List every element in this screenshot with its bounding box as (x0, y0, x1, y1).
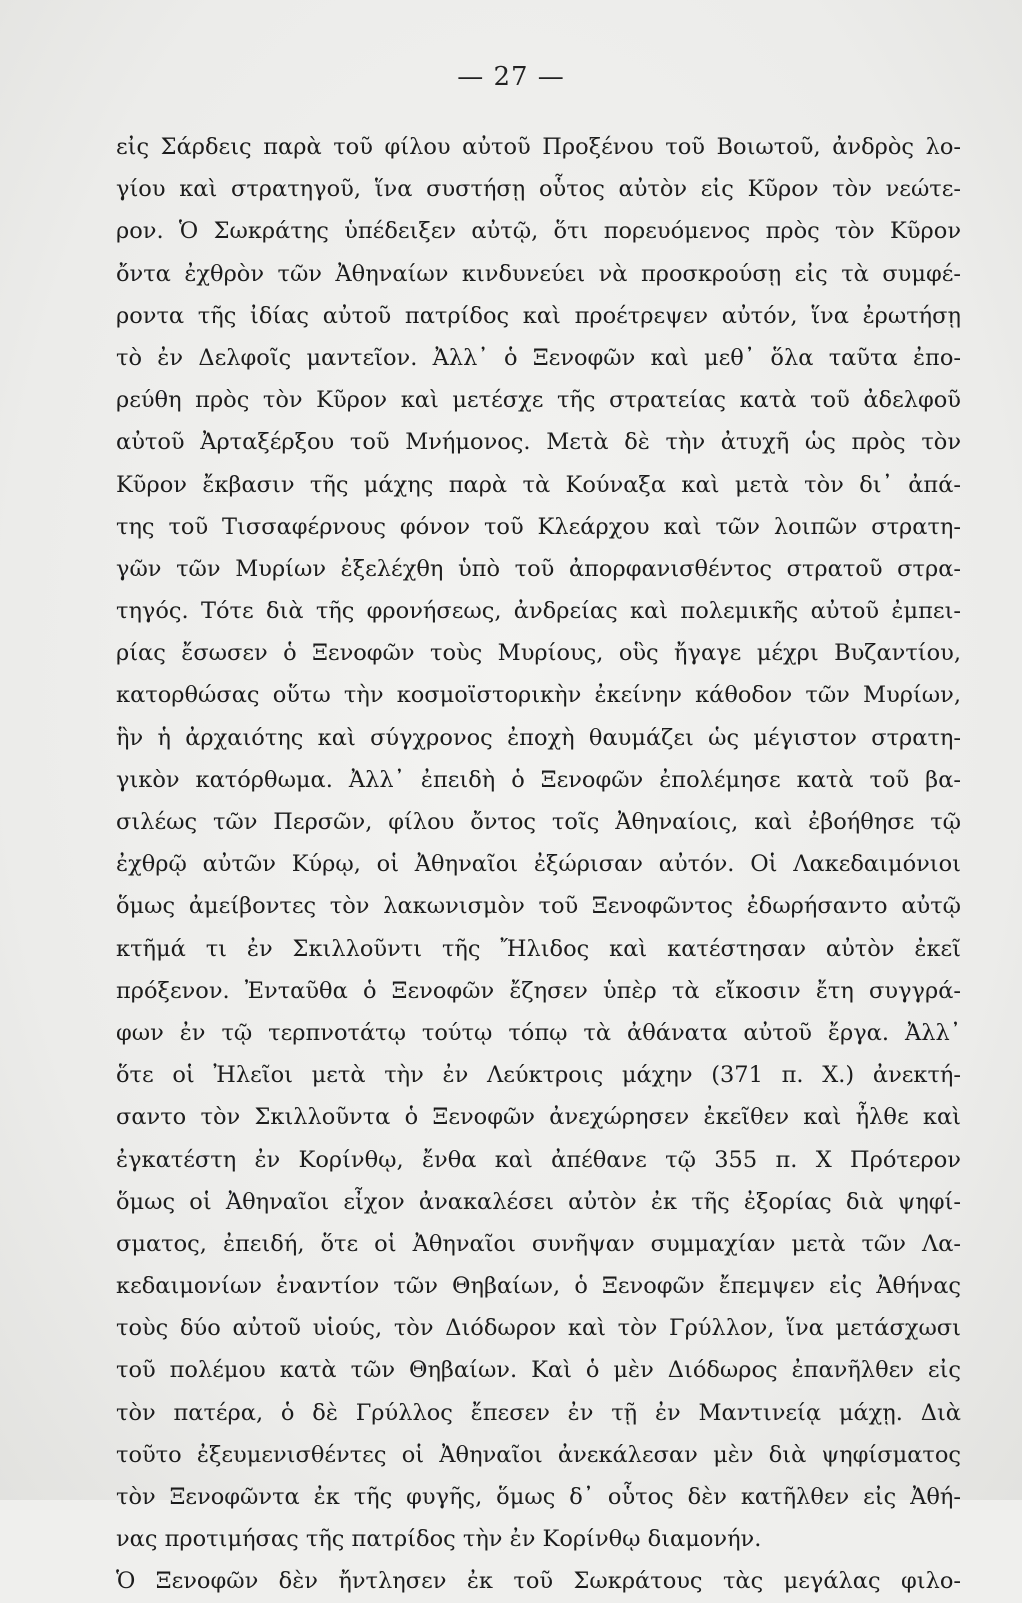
text-line: τοῦτο ἐξευμενισθέντες οἱ Ἀθηναῖοι ἀνεκάλεσαν μὲν διὰ ψηφίσματος (116, 1441, 961, 1468)
text-line: τοὺς δύο αὐτοῦ υἱούς, τὸν Διόδωρον καὶ τὸν Γρύλλον, ἵνα μετάσχωσι (116, 1315, 961, 1342)
page-number: — 27 — (457, 62, 565, 92)
text-line: τηγός. Τότε διὰ τῆς φρονήσεως, ἀνδρείας καὶ πολεμικῆς αὐτοῦ ἐμπει- (116, 598, 961, 625)
text-line: κτῆμά τι ἐν Σκιλλοῦντι τῆς Ἤλιδος καὶ κατέστησαν αὐτὸν ἐκεῖ (116, 935, 961, 962)
text-line: γῶν τῶν Μυρίων ἐξελέχθη ὑπὸ τοῦ ἀπορφανισθέντος στρατοῦ στρα- (116, 555, 961, 582)
text-line: αὐτοῦ Ἀρταξέρξου τοῦ Μνήμονος. Μετὰ δὲ τὴν ἀτυχῆ ὡς πρὸς τὸν (116, 429, 961, 456)
text-line: σματος, ἐπειδή, ὅτε οἱ Ἀθηναῖοι συνῆψαν συμμαχίαν μετὰ τῶν Λα- (116, 1230, 961, 1257)
text-line: ἐγκατέστη ἐν Κορίνθῳ, ἔνθα καὶ ἀπέθανε τῷ 355 π. Χ Πρότερον (116, 1146, 961, 1173)
text-line: κατορθώσας οὕτω τὴν κοσμοϊστορικὴν ἐκείνην κάθοδον τῶν Μυρίων, (116, 682, 961, 709)
text-line: ὅμως οἱ Ἀθηναῖοι εἶχον ἀνακαλέσει αὐτὸν ἐκ τῆς ἐξορίας διὰ ψηφί- (116, 1188, 961, 1215)
text-line: γικὸν κατόρθωμα. Ἀλλ᾽ ἐπειδὴ ὁ Ξενοφῶν ἐπολέμησε κατὰ τοῦ βα- (116, 766, 961, 793)
text-line: τὸ ἐν Δελφοῖς μαντεῖον. Ἀλλ᾽ ὁ Ξενοφῶν καὶ μεθ᾽ ὅλα ταῦτα ἐπο- (116, 344, 961, 371)
text-line: ἣν ἡ ἀρχαιότης καὶ σύγχρονος ἐποχὴ θαυμάζει ὡς μέγιστον στρατη- (116, 724, 961, 751)
text-line: Κῦρον ἔκβασιν τῆς μάχης παρὰ τὰ Κούναξα καὶ μετὰ τὸν δι᾽ ἀπά- (116, 471, 961, 498)
text-line: νας προτιμήσας τῆς πατρίδος τὴν ἐν Κορίνθῳ διαμονήν. (116, 1526, 762, 1553)
text-line: τοῦ πολέμου κατὰ τῶν Θηβαίων. Καὶ ὁ μὲν Διόδωρος ἐπανῆλθεν εἰς (116, 1357, 961, 1384)
text-line: ροντα τῆς ἰδίας αὐτοῦ πατρίδος καὶ προέτρεψεν αὐτόν, ἵνα ἐρωτήσῃ (116, 302, 961, 329)
text-line: γίου καὶ στρατηγοῦ, ἵνα συστήσῃ οὗτος αὐτὸν εἰς Κῦρον τὸν νεώτε- (116, 176, 961, 203)
text-line: ὄντα ἐχθρὸν τῶν Ἀθηναίων κινδυνεύει νὰ προσκρούσῃ εἰς τὰ συμφέ- (116, 260, 961, 287)
text-line: τὸν Ξενοφῶντα ἐκ τῆς φυγῆς, ὅμως δ᾽ οὗτος δὲν κατῆλθεν εἰς Ἀθή- (116, 1484, 961, 1510)
text-line: ὅμως ἀμείβοντες τὸν λακωνισμὸν τοῦ Ξενοφῶντος ἐδωρήσαντο αὐτῷ (116, 893, 961, 920)
text-line: σιλέως τῶν Περσῶν, φίλου ὄντος τοῖς Ἀθηναίοις, καὶ ἐβοήθησε τῷ (116, 809, 961, 835)
text-line: φων ἐν τῷ τερπνοτάτῳ τούτῳ τόπῳ τὰ ἀθάνατα αὐτοῦ ἔργα. Ἀλλ᾽ (116, 1019, 961, 1046)
text-line: ρίας ἔσωσεν ὁ Ξενοφῶν τοὺς Μυρίους, οὓς ἤγαγε μέχρι Βυζαντίου, (116, 640, 961, 667)
text-line: ρον. Ὁ Σωκράτης ὑπέδειξεν αὐτῷ, ὅτι πορευόμενος πρὸς τὸν Κῦρον (116, 218, 961, 245)
text-line: πρόξενον. Ἐνταῦθα ὁ Ξενοφῶν ἔζησεν ὑπὲρ τὰ εἴκοσιν ἔτη συγγρά- (116, 977, 961, 1004)
text-line: ὅτε οἱ Ἠλεῖοι μετὰ τὴν ἐν Λεύκτροις μάχην (371 π. Χ.) ἀνεκτή- (116, 1062, 961, 1089)
text-line: εἰς Σάρδεις παρὰ τοῦ φίλου αὐτοῦ Προξένου τοῦ Βοιωτοῦ, ἀνδρὸς λο- (116, 134, 961, 160)
text-line: κεδαιμονίων ἐναντίον τῶν Θηβαίων, ὁ Ξενοφῶν ἔπεμψεν εἰς Ἀθήνας (116, 1273, 961, 1300)
text-line: τὸν πατέρα, ὁ δὲ Γρύλλος ἔπεσεν ἐν τῇ ἐν Μαντινείᾳ μάχῃ. Διὰ (116, 1399, 961, 1426)
text-line: Ὁ Ξενοφῶν δὲν ἤντλησεν ἐκ τοῦ Σωκράτους τὰς μεγάλας φιλο- (116, 1568, 961, 1595)
text-line: της τοῦ Τισσαφέρνους φόνον τοῦ Κλεάρχου καὶ τῶν λοιπῶν στρατη- (116, 513, 961, 540)
body-text (116, 126, 961, 1603)
text-line: ρεύθη πρὸς τὸν Κῦρον καὶ μετέσχε τῆς στρατείας κατὰ τοῦ ἀδελφοῦ (116, 387, 961, 414)
text-line: σαντο τὸν Σκιλλοῦντα ὁ Ξενοφῶν ἀνεχώρησεν ἐκεῖθεν καὶ ἦλθε καὶ (116, 1104, 961, 1131)
text-line: ἐχθρῷ αὐτῶν Κύρῳ, οἱ Ἀθηναῖοι ἐξώρισαν αὐτόν. Οἱ Λακεδαιμόνιοι (116, 851, 961, 878)
